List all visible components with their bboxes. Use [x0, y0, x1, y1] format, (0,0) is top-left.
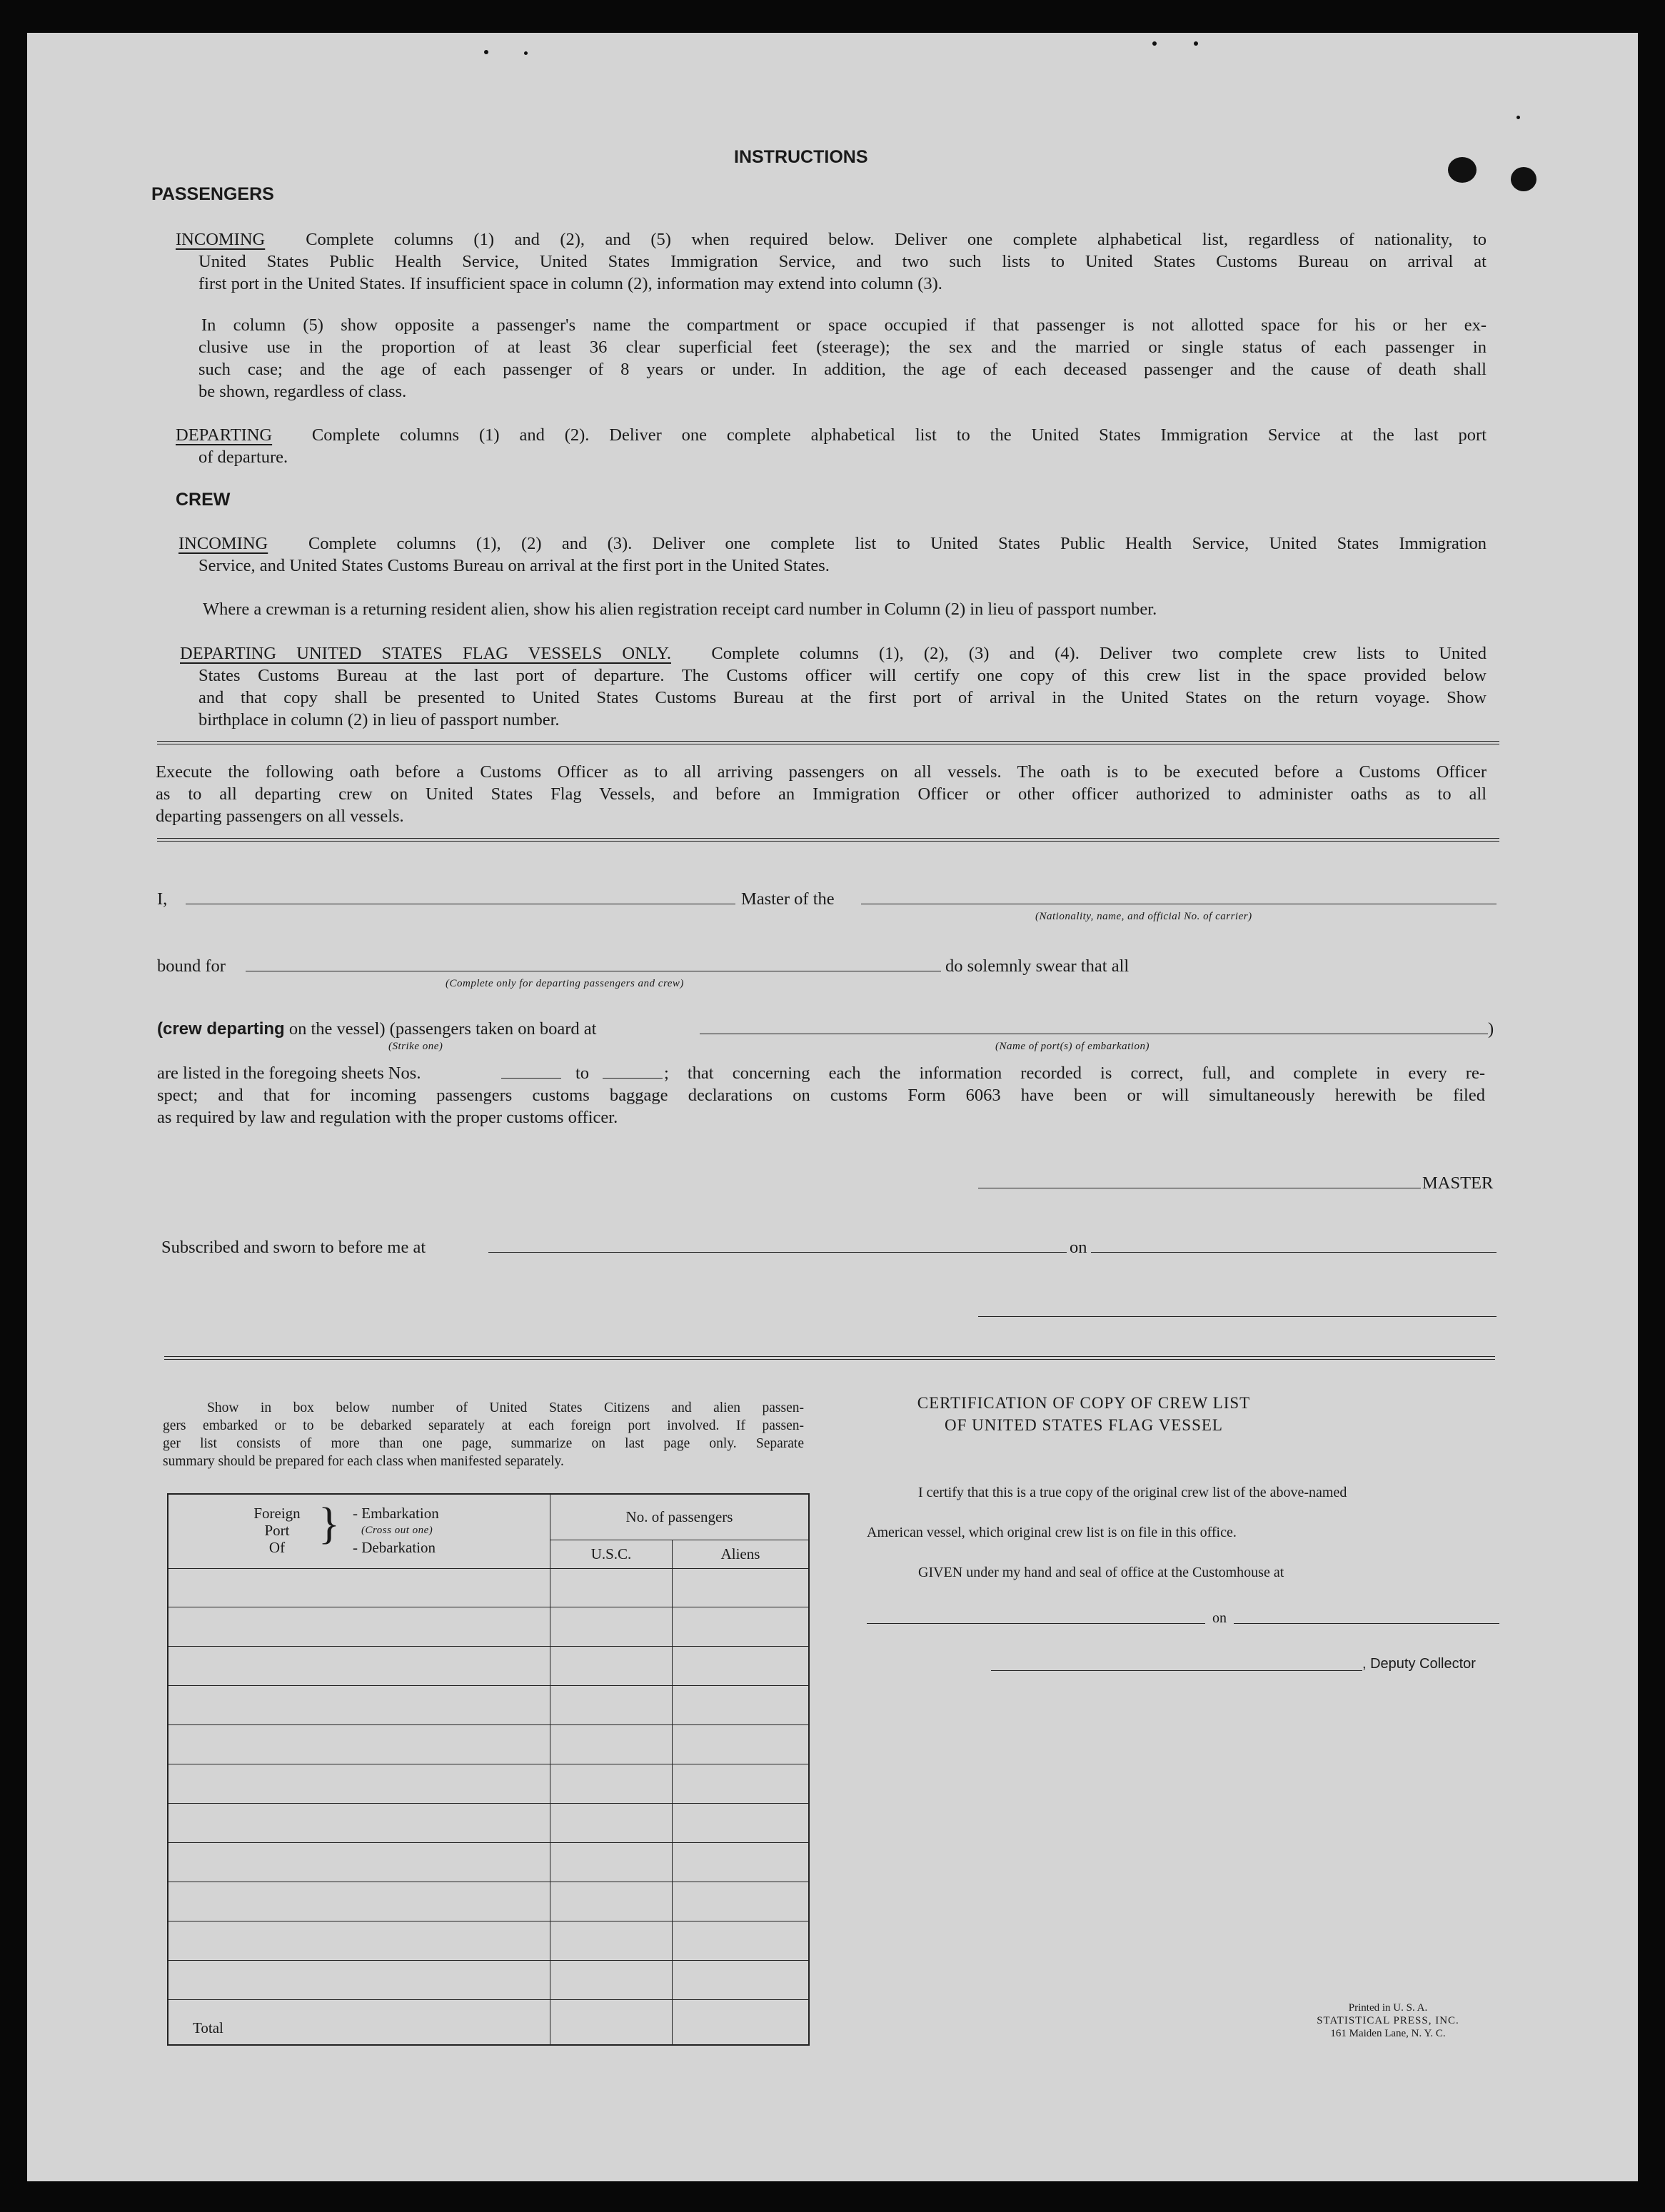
- oath-i-label: I,: [157, 889, 168, 909]
- foreign-port-header: Foreign Port Of } - Embarkation (Cross out one) - Debarkation: [168, 1494, 550, 1568]
- master-of-the-label: Master of the: [741, 889, 835, 909]
- aliens-cell[interactable]: [673, 1882, 810, 1921]
- passengers-incoming-line-2: United States Public Health Service, United States Immigration Service, and two such lists to United States Customs Bureau on arrival at: [198, 252, 1487, 271]
- oath-line-2: spect; and that for incoming passengers customs baggage declarations on customs Form 6063 have been or will simultaneously herewith be filed: [157, 1086, 1485, 1105]
- usc-cell[interactable]: [550, 1647, 673, 1686]
- port-cell[interactable]: [168, 1607, 550, 1647]
- passengers-column5-line-2: clusive use in the proportion of at least 36 clear superficial feet (steerage); the sex and the married or single status of each passenger in: [198, 338, 1487, 357]
- ports-note: (Name of port(s) of embarkation): [995, 1041, 1150, 1052]
- oath-instructions-line-3: departing passengers on all vessels.: [156, 807, 404, 826]
- table-row: [168, 1960, 809, 1999]
- certify-line-1: I certify that this is a true copy of the original crew list of the above-named: [918, 1485, 1347, 1500]
- master-label: MASTER: [1422, 1173, 1494, 1193]
- scan-speck: [524, 51, 528, 55]
- oath-line-3: as required by law and regulation with the proper customs officer.: [157, 1108, 618, 1127]
- table-row: [168, 1647, 809, 1686]
- table-row: [168, 1568, 809, 1607]
- sworn-date-field[interactable]: [1091, 1252, 1497, 1253]
- close-paren: ): [1488, 1019, 1494, 1039]
- summary-line-1: Show in box below number of United States Citizens and alien passen-: [207, 1400, 804, 1415]
- printer-imprint: Printed in U. S. A. STATISTICAL PRESS, INC. 161 Maiden Lane, N. Y. C.: [1317, 2002, 1459, 2039]
- usc-cell[interactable]: [550, 1921, 673, 1960]
- brace-icon: }: [318, 1500, 340, 1548]
- passengers-departing-line-1: DEPARTING Complete columns (1) and (2). Deliver one complete alphabetical list to the United States Immigration Service at the last port: [176, 425, 1487, 445]
- aliens-cell[interactable]: [673, 1647, 810, 1686]
- scan-speck: [1516, 116, 1520, 119]
- table-row: [168, 1607, 809, 1647]
- deputy-collector-label: , Deputy Collector: [1362, 1656, 1476, 1672]
- port-cell[interactable]: [168, 1725, 550, 1764]
- embarkation-option[interactable]: - Embarkation: [353, 1505, 439, 1522]
- section-divider: [157, 838, 1499, 842]
- port-cell[interactable]: [168, 1921, 550, 1960]
- passengers-heading: PASSENGERS: [151, 184, 274, 204]
- passengers-column5-line-1: In column (5) show opposite a passenger's name the compartment or space occupied if that passenger is not allotted space for his or her ex-: [201, 315, 1487, 335]
- table-row: [168, 1686, 809, 1725]
- usc-cell[interactable]: [550, 1882, 673, 1921]
- total-row: [168, 1999, 809, 2045]
- certification-title: [900, 1392, 1268, 1436]
- port-cell[interactable]: [168, 1842, 550, 1882]
- passengers-incoming-line-3: first port in the United States. If insufficient space in column (2), information may extend into column (3).: [198, 274, 942, 293]
- aliens-cell[interactable]: [673, 1607, 810, 1647]
- sworn-on-label: on: [1070, 1238, 1087, 1257]
- certification-on-label: on: [1212, 1610, 1227, 1626]
- crew-departing-line-2: States Customs Bureau at the last port of departure. The Customs officer will certify one copy of this crew list in the space provided below: [198, 666, 1487, 685]
- form-page: [27, 33, 1638, 2181]
- port-cell[interactable]: [168, 1647, 550, 1686]
- aliens-cell[interactable]: [673, 1960, 810, 1999]
- port-cell[interactable]: [168, 1882, 550, 1921]
- table-row: [168, 1725, 809, 1764]
- crew-heading: CREW: [176, 490, 231, 510]
- aliens-total-cell[interactable]: [673, 1999, 810, 2045]
- crew-passengers-line: (crew departing on the vessel) (passengers taken on board at: [157, 1019, 597, 1039]
- subscribed-label: Subscribed and sworn to before me at: [161, 1238, 426, 1257]
- aliens-cell[interactable]: [673, 1803, 810, 1842]
- summary-line-2: gers embarked or to be debarked separately at each foreign port involved. If passen-: [163, 1418, 804, 1433]
- do-solemnly-swear: do solemnly swear that all: [945, 956, 1130, 976]
- punch-hole: [1511, 167, 1536, 191]
- aliens-cell[interactable]: [673, 1725, 810, 1764]
- debarkation-option[interactable]: - Debarkation: [353, 1539, 436, 1556]
- usc-cell[interactable]: [550, 1842, 673, 1882]
- passenger-summary-table: [167, 1493, 810, 2046]
- certification-title-line-1: CERTIFICATION OF COPY OF CREW LIST: [917, 1394, 1251, 1412]
- passengers-column5-line-3: such case; and the age of each passenger of 8 years or under. In addition, the age of each deceased passenger and the cause of death shall: [198, 360, 1487, 379]
- total-label: Total: [168, 1999, 550, 2045]
- carrier-note: (Nationality, name, and official No. of carrier): [1035, 911, 1252, 922]
- usc-cell[interactable]: [550, 1803, 673, 1842]
- no-passengers-header: No. of passengers: [550, 1494, 810, 1540]
- summary-line-3: ger list consists of more than one page, summarize on last page only. Separate: [163, 1436, 804, 1451]
- passengers-column5-line-4: be shown, regardless of class.: [198, 382, 407, 401]
- passengers-departing-line-2: of departure.: [198, 448, 288, 467]
- scan-speck: [484, 50, 488, 54]
- sheets-line-end: ; that concerning each the information recorded is correct, full, and complete in every re-: [664, 1064, 1485, 1083]
- crew-departing-line-4: birthplace in column (2) in lieu of passport number.: [198, 710, 560, 729]
- summary-instructions: [163, 1399, 804, 1470]
- aliens-cell[interactable]: [673, 1568, 810, 1607]
- oath-instructions-line-2: as to all departing crew on United States Flag Vessels, and before an Immigration Officer or other officer authorized to administer oaths as to all: [156, 784, 1487, 804]
- sheet-to-field[interactable]: [603, 1078, 663, 1079]
- certification-date-field[interactable]: [1234, 1623, 1499, 1624]
- deputy-collector-field[interactable]: [991, 1670, 1362, 1671]
- strike-one-note: (Strike one): [388, 1041, 443, 1052]
- complete-only-note: (Complete only for departing passengers and crew): [446, 978, 684, 989]
- port-cell[interactable]: [168, 1764, 550, 1804]
- section-divider: [157, 741, 1499, 744]
- usc-cell[interactable]: [550, 1764, 673, 1804]
- aliens-cell[interactable]: [673, 1764, 810, 1804]
- crew-incoming-line-2: Service, and United States Customs Bureau on arrival at the first port in the United States.: [198, 556, 830, 575]
- usc-cell[interactable]: [550, 1607, 673, 1647]
- passengers-departing-label: DEPARTING: [176, 425, 273, 445]
- officer-signature-field[interactable]: [978, 1316, 1497, 1317]
- usc-cell[interactable]: [550, 1725, 673, 1764]
- aliens-header: Aliens: [673, 1540, 810, 1568]
- sheets-line-start: are listed in the foregoing sheets Nos.: [157, 1064, 421, 1083]
- summary-line-4: summary should be prepared for each class when manifested separately.: [163, 1454, 564, 1469]
- passengers-incoming-line-1: INCOMING Complete columns (1) and (2), and (5) when required below. Deliver one complete alphabetical list, regardless of nationality, to: [176, 230, 1487, 249]
- punch-hole: [1448, 157, 1477, 183]
- crew-departing-line-3: and that copy shall be presented to United States Customs Bureau at the first port of arrival in the United States on the return voyage. Show: [198, 688, 1487, 707]
- oath-instructions-line-1: Execute the following oath before a Customs Officer as to all arriving passengers on all vessels. The oath is to be executed before a Customs Officer: [156, 762, 1487, 782]
- usc-cell[interactable]: [550, 1686, 673, 1725]
- port-cell[interactable]: [168, 1568, 550, 1607]
- table-row: [168, 1803, 809, 1842]
- certify-line-2: American vessel, which original crew list is on file in this office.: [867, 1525, 1237, 1540]
- port-cell[interactable]: [168, 1803, 550, 1842]
- given-line: GIVEN under my hand and seal of office at the Customhouse at: [918, 1565, 1284, 1580]
- aliens-cell[interactable]: [673, 1921, 810, 1960]
- table-row: [168, 1764, 809, 1804]
- crew-departing-line-1: DEPARTING UNITED STATES FLAG VESSELS ONLY. Complete columns (1), (2), (3) and (4). Deliver two complete crew lists to United: [180, 644, 1487, 663]
- scan-speck: [1194, 41, 1198, 46]
- sheets-to-label: to: [575, 1064, 590, 1083]
- sheet-from-field[interactable]: [501, 1078, 561, 1079]
- page-title: INSTRUCTIONS: [734, 147, 868, 167]
- table-row: [168, 1882, 809, 1921]
- crew-incoming-label: INCOMING: [178, 534, 268, 553]
- table-row: [168, 1921, 809, 1960]
- certification-title-line-2: OF UNITED STATES FLAG VESSEL: [945, 1416, 1223, 1434]
- usc-total-cell[interactable]: [550, 1999, 673, 2045]
- usc-header: U.S.C.: [550, 1540, 673, 1568]
- usc-cell[interactable]: [550, 1960, 673, 1999]
- crew-departing-label: DEPARTING UNITED STATES FLAG VESSELS ONLY.: [180, 644, 671, 663]
- bound-for-label: bound for: [157, 956, 226, 976]
- customhouse-field[interactable]: [867, 1623, 1205, 1624]
- scan-speck: [1152, 41, 1157, 46]
- crew-incoming-line-1: INCOMING Complete columns (1), (2) and (3). Deliver one complete list to United States Public Health Service, United States Immigration: [178, 534, 1487, 553]
- crew-incoming-note: Where a crewman is a returning resident alien, show his alien registration receipt card number in Column (2) in lieu of passport number.: [203, 600, 1157, 619]
- sworn-place-field[interactable]: [488, 1252, 1067, 1253]
- usc-cell[interactable]: [550, 1568, 673, 1607]
- table-row: [168, 1842, 809, 1882]
- passengers-incoming-label: INCOMING: [176, 230, 266, 249]
- port-cell[interactable]: [168, 1686, 550, 1725]
- aliens-cell[interactable]: [673, 1686, 810, 1725]
- port-cell[interactable]: [168, 1960, 550, 1999]
- section-divider: [164, 1356, 1495, 1360]
- aliens-cell[interactable]: [673, 1842, 810, 1882]
